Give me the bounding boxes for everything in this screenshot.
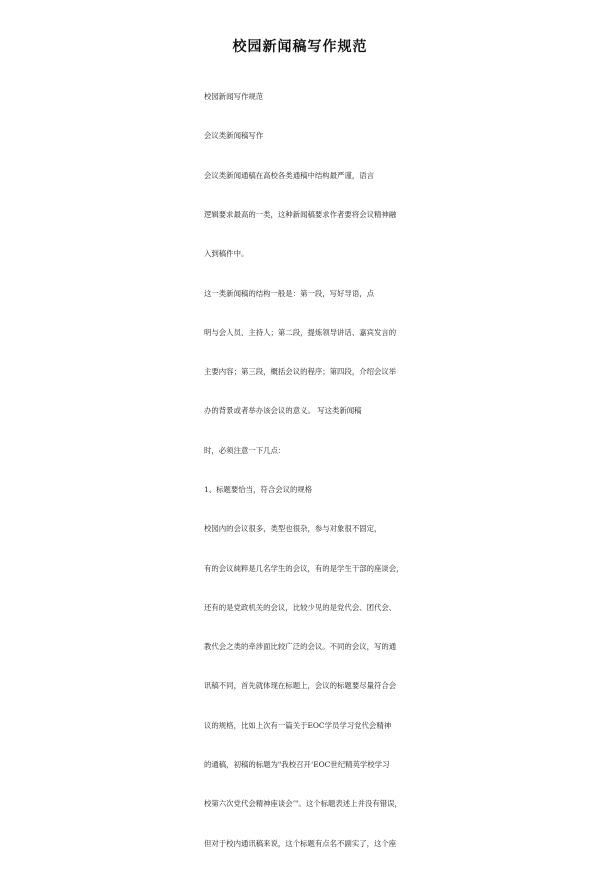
body-line: 的通稿，初稿的标题为"我校召开‘EOC世纪精英学校学习: [204, 759, 390, 769]
body-line: 教代会之类的牵涉面比较广泛的会议。不同的会议，写的通: [204, 642, 397, 652]
body-line: 入到稿件中。: [204, 249, 249, 259]
body-line: 议的规格，比如上次有一篇关于EOC学员学习党代会精神: [204, 720, 392, 730]
body-line: 明与会人员、主持人；第二段，提炼领导讲话、嘉宾发言的: [204, 327, 397, 337]
body-line: 会议类新闻稿写作: [204, 131, 264, 141]
body-line: 这一类新闻稿的结构一般是：第一段，写好导语，点: [204, 288, 374, 298]
body-line: 办的背景或者举办该会议的意义。 写这类新闻稿: [204, 406, 362, 416]
body-line: 讯稿不同，首先就体现在标题上，会议的标题要尽量符合会: [204, 681, 397, 691]
body-line: 主要内容；第三段，概括会议的程序；第四段，介绍会议举: [204, 367, 397, 377]
body-line: 校第六次党代会精神座谈会’"。这个标题表述上并没有错误，: [204, 799, 402, 809]
body-line: 会议类新闻通稿在高校各类通稿中结构最严谨，语言: [204, 170, 374, 180]
body-line: 逻辑要求最高的一类，这种新闻稿要求作者要将会议精神融: [204, 210, 397, 220]
body-line: 但对于校内通讯稿来说，这个标题有点名不副实了，这个座: [204, 838, 397, 848]
body-line: 有的会议純粹是几名学生的会议，有的是学生干部的座谈会，: [204, 563, 404, 573]
body-line: 时，必须注意一下几点：: [204, 445, 286, 455]
body-line: 1、标题要恰当，符合会议的规格: [204, 485, 313, 494]
page-title: 校园新闻稿写作规范: [232, 39, 368, 55]
document-body: [204, 64, 414, 876]
body-line: 校园新闻写作规范: [204, 92, 264, 102]
body-line: 校园内的会议很多，类型也很杂，参与对象很不固定，: [204, 524, 382, 534]
body-line: 还有的是党政机关的会议，比较少见的是党代会、团代会、: [204, 602, 397, 612]
